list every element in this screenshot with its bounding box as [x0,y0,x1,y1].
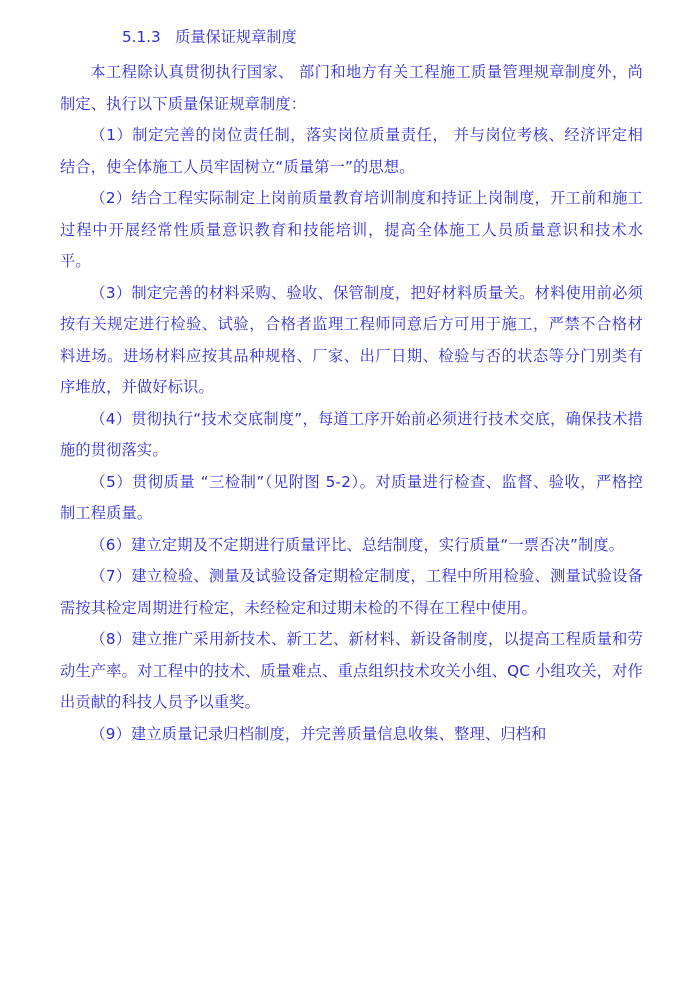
section-heading: 5.1.3 质量保证规章制度 [122,28,297,46]
paragraph: （6）建立定期及不定期进行质量评比、总结制度，实行质量“一票否决”制度。 [90,535,625,554]
paragraph: （3）制定完善的材料采购、验收、保管制度，把好材料质量关。材料使用前必须按有关规定进行检验、试验，合格者监理工程师同意后方可用于施工，严禁不合格材料进场。进场材料应按其品种规格、厂家、出厂日期、检验与否的状态等分门别类有序堆放，并做好标识。 [60,283,643,396]
paragraph: （9）建立质量记录归档制度，并完善质量信息收集、整理、归档和 [90,724,547,743]
paragraph: （4）贯彻执行“技术交底制度”，每道工序开始前必须进行技术交底，确保技术措施的贯彻落实。 [60,409,643,459]
paragraph: （8）建立推广采用新技术、新工艺、新材料、新设备制度，以提高工程质量和劳动生产率。对工程中的技术、质量难点、重点组织技术攻关小组、QC 小组攻关，对作出贡献的科技人员予以重奖。 [60,630,643,711]
paragraph: 本工程除认真贯彻执行国家、 部门和地方有关工程施工质量管理规章制度外，尚制定、执行以下质量保证规章制度： [60,63,643,113]
document-body [60,57,643,750]
paragraph: （5）贯彻质量 “三检制”（见附图 5-2）。对质量进行检查、监督、验收，严格控制工程质量。 [60,472,643,522]
paragraph: （2）结合工程实际制定上岗前质量教育培训制度和持证上岗制度，开工前和施工过程中开展经常性质量意识教育和技能培训，提高全体施工人员质量意识和技术水平。 [60,189,643,270]
paragraph: （1）制定完善的岗位责任制，落实岗位质量责任， 并与岗位考核、经济评定相结合，使全体施工人员牢固树立“质量第一”的思想。 [60,126,643,176]
paragraph: （7）建立检验、测量及试验设备定期检定制度，工程中所用检验、测量试验设备需按其检定周期进行检定，未经检定和过期未检的不得在工程中使用。 [60,567,643,617]
